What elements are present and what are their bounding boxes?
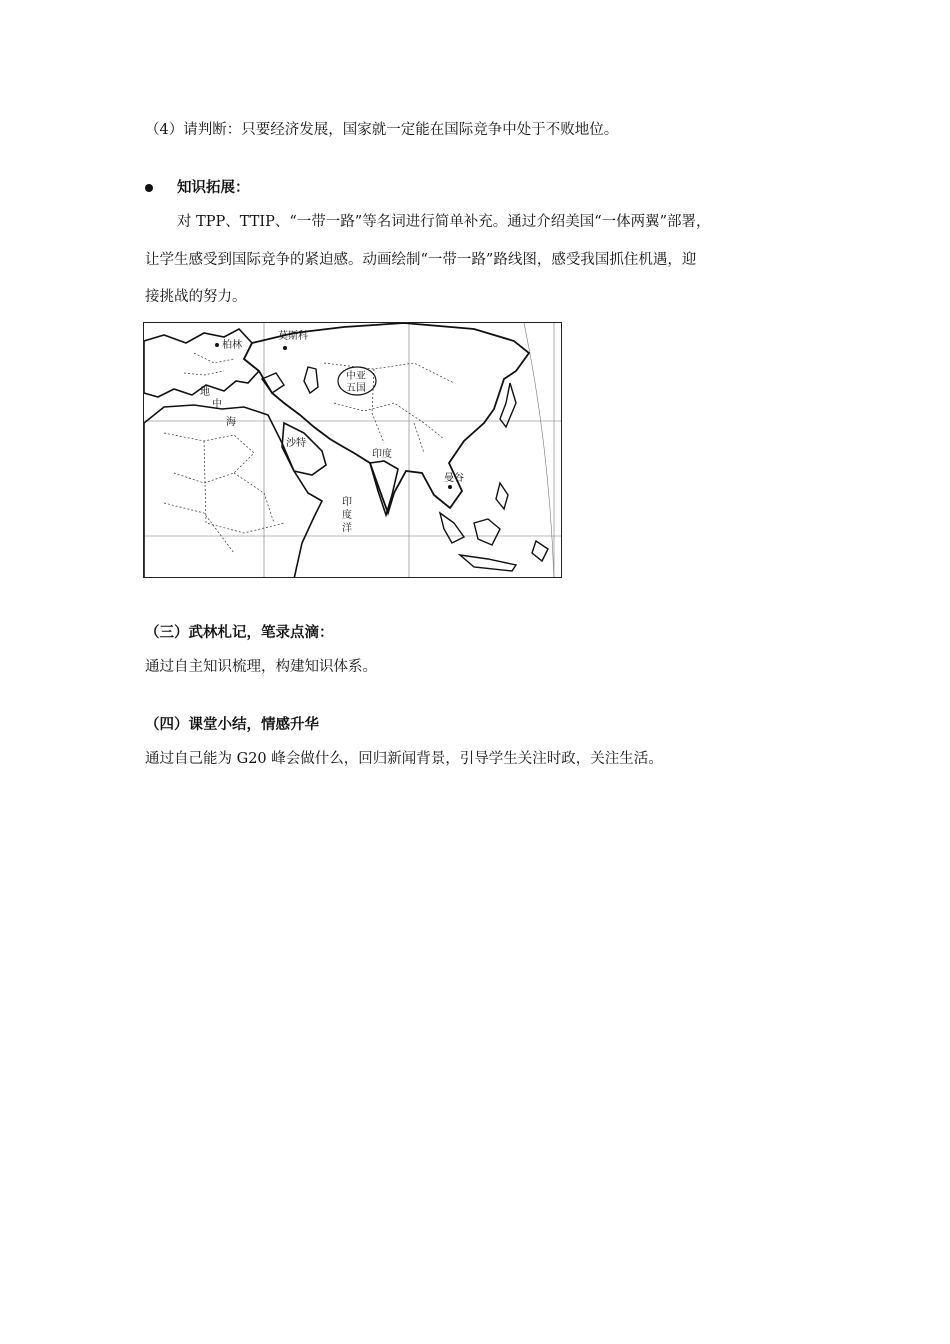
- knowledge-expansion-heading: 知识拓展：: [177, 179, 250, 196]
- label-moscow: 莫斯科: [278, 331, 308, 342]
- label-indian-ocean-2: 度: [342, 510, 352, 521]
- map-drawing: [144, 323, 562, 578]
- knowledge-expansion-line-2: 让学生感受到国际竞争的紧迫感。动画绘制“一带一路”路线图，感受我国抓住机遇，迎: [145, 252, 697, 268]
- section-4-heading: （四）课堂小结，情感升华: [145, 716, 319, 733]
- label-med-1: 地: [200, 387, 210, 398]
- label-indian-ocean-3: 洋: [342, 523, 352, 534]
- label-central-asia-2: 五国: [346, 383, 366, 394]
- bullet-icon: [145, 184, 153, 192]
- knowledge-expansion-line-1: 对 TPP、TTIP、“一带一路”等名词进行简单补充。通过介绍美国“一体两翼”部署，: [177, 214, 711, 230]
- label-bangkok: 曼谷: [444, 473, 464, 484]
- label-med-2: 中: [212, 399, 222, 410]
- label-med-3: 海: [226, 417, 236, 428]
- label-saudi: 沙特: [286, 438, 306, 449]
- section-3-heading: （三）武林札记，笔录点滴：: [145, 624, 334, 641]
- label-indian-ocean-1: 印: [342, 497, 352, 508]
- section-4-text: 通过自己能为 G20 峰会做什么，回归新闻背景，引导学生关注时政，关注生活。: [145, 751, 663, 767]
- knowledge-expansion-line-3: 接挑战的努力。: [145, 289, 247, 305]
- label-central-asia-1: 中亚: [346, 371, 366, 382]
- section-3-text: 通过自主知识梳理，构建知识体系。: [145, 659, 377, 675]
- belt-and-road-map: [143, 322, 562, 578]
- label-berlin: 柏林: [222, 340, 242, 351]
- question-4: （4）请判断：只要经济发展，国家就一定能在国际竞争中处于不败地位。: [145, 122, 619, 138]
- label-india: 印度: [372, 449, 392, 460]
